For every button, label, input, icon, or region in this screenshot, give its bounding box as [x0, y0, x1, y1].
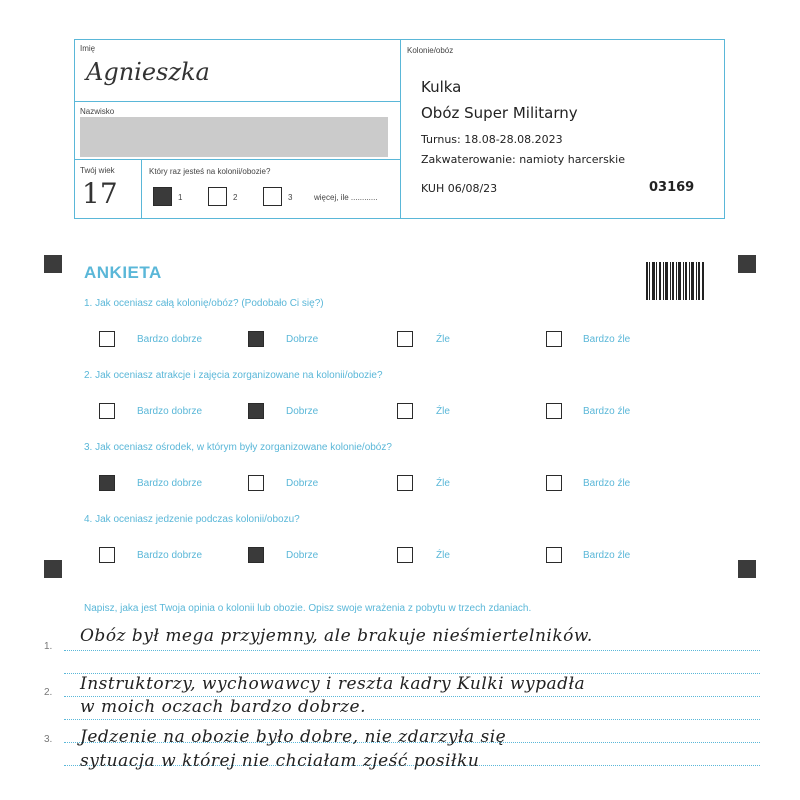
opinion-prompt: Napisz, jaka jest Twoja opinia o kolonii lub obozie. Opisz swoje wrażenia z pobytu w trzech zdaniach. — [84, 603, 532, 614]
answer-checkbox[interactable] — [546, 403, 562, 419]
line-number: 3. — [44, 734, 53, 745]
answer-checkbox[interactable] — [397, 475, 413, 491]
question-text: 1. Jak oceniasz całą kolonię/obóz? (Podobało Ci się?) — [84, 298, 324, 309]
camp-number: 03169 — [649, 180, 695, 195]
ktory-raz-option: 2 — [233, 193, 238, 202]
answer-checkbox[interactable] — [99, 331, 115, 347]
ktory-raz-option: 1 — [178, 193, 183, 202]
answer-label: Dobrze — [286, 550, 319, 561]
handwritten-line: w moich oczach bardzo dobrze. — [80, 697, 367, 717]
wiecej-label: więcej, ile ............ — [314, 193, 378, 202]
registration-mark — [738, 255, 756, 273]
answer-checkbox[interactable] — [397, 403, 413, 419]
answer-checkbox[interactable] — [99, 475, 115, 491]
handwritten-line: Instruktorzy, wychowawcy i reszta kadry Kulki wypadła — [80, 674, 586, 694]
answer-label: Bardzo dobrze — [137, 550, 203, 561]
camp-name: Kulka — [421, 78, 462, 96]
wiek-value: 17 — [82, 177, 118, 210]
answer-label: Bardzo źle — [583, 478, 631, 489]
wiek-label: Twój wiek — [80, 166, 115, 175]
imie-label: Imię — [80, 44, 96, 53]
handwritten-line: sytuacja w której nie chciałam zjeść posiłku — [80, 751, 480, 771]
question-text: 4. Jak oceniasz jedzenie podczas kolonii/obozu? — [84, 514, 300, 525]
answer-label: Bardzo źle — [583, 406, 631, 417]
registration-mark — [44, 255, 62, 273]
answer-label: Źle — [436, 550, 450, 561]
answer-label: Dobrze — [286, 334, 319, 345]
answer-label: Dobrze — [286, 406, 319, 417]
writing-line — [64, 719, 760, 720]
ktory-raz-label: Który raz jesteś na kolonii/obozie? — [149, 167, 271, 176]
nazwisko-redacted — [80, 117, 388, 157]
camp-turnus: Turnus: 18.08-28.08.2023 — [421, 133, 563, 146]
line-number: 1. — [44, 641, 53, 652]
barcode — [646, 262, 704, 300]
handwritten-line: Obóz był mega przyjemny, ale brakuje nieśmiertelników. — [80, 626, 593, 646]
header-rule — [74, 101, 400, 102]
question-text: 2. Jak oceniasz atrakcje i zajęcia zorganizowane na kolonii/obozie? — [84, 370, 383, 381]
answer-label: Bardzo dobrze — [137, 334, 203, 345]
answer-checkbox[interactable] — [99, 403, 115, 419]
answer-checkbox[interactable] — [248, 475, 264, 491]
camp-code: KUH 06/08/23 — [421, 182, 498, 195]
camp-zakwaterowanie: Zakwaterowanie: namioty harcerskie — [421, 153, 625, 166]
answer-checkbox[interactable] — [248, 403, 264, 419]
answer-checkbox[interactable] — [397, 331, 413, 347]
answer-checkbox[interactable] — [99, 547, 115, 563]
answer-label: Dobrze — [286, 478, 319, 489]
imie-value: Agnieszka — [86, 58, 210, 86]
answer-checkbox[interactable] — [248, 331, 264, 347]
question-text: 3. Jak oceniasz ośrodek, w którym były zorganizowane kolonie/obóz? — [84, 442, 392, 453]
handwritten-line: Jedzenie na obozie było dobre, nie zdarzyła się — [80, 727, 507, 747]
camp-label: Kolonie/obóz — [407, 46, 454, 55]
answer-label: Źle — [436, 478, 450, 489]
registration-mark — [44, 560, 62, 578]
answer-label: Bardzo dobrze — [137, 478, 203, 489]
answer-label: Bardzo źle — [583, 334, 631, 345]
answer-label: Bardzo dobrze — [137, 406, 203, 417]
nazwisko-label: Nazwisko — [80, 107, 115, 116]
answer-label: Źle — [436, 406, 450, 417]
header-divider — [400, 39, 401, 219]
answer-label: Bardzo źle — [583, 550, 631, 561]
camp-title: Obóz Super Militarny — [421, 104, 578, 122]
answer-checkbox[interactable] — [397, 547, 413, 563]
ktory-raz-checkbox-1[interactable] — [153, 187, 172, 206]
registration-mark — [738, 560, 756, 578]
header-rule — [141, 159, 142, 219]
ktory-raz-checkbox-2[interactable] — [208, 187, 227, 206]
writing-line — [64, 650, 760, 651]
header-rule — [74, 159, 400, 160]
line-number: 2. — [44, 687, 53, 698]
answer-checkbox[interactable] — [546, 331, 562, 347]
ktory-raz-option: 3 — [288, 193, 293, 202]
answer-checkbox[interactable] — [546, 475, 562, 491]
answer-checkbox[interactable] — [546, 547, 562, 563]
answer-checkbox[interactable] — [248, 547, 264, 563]
answer-label: Źle — [436, 334, 450, 345]
survey-title: ANKIETA — [84, 263, 162, 282]
ktory-raz-checkbox-3[interactable] — [263, 187, 282, 206]
